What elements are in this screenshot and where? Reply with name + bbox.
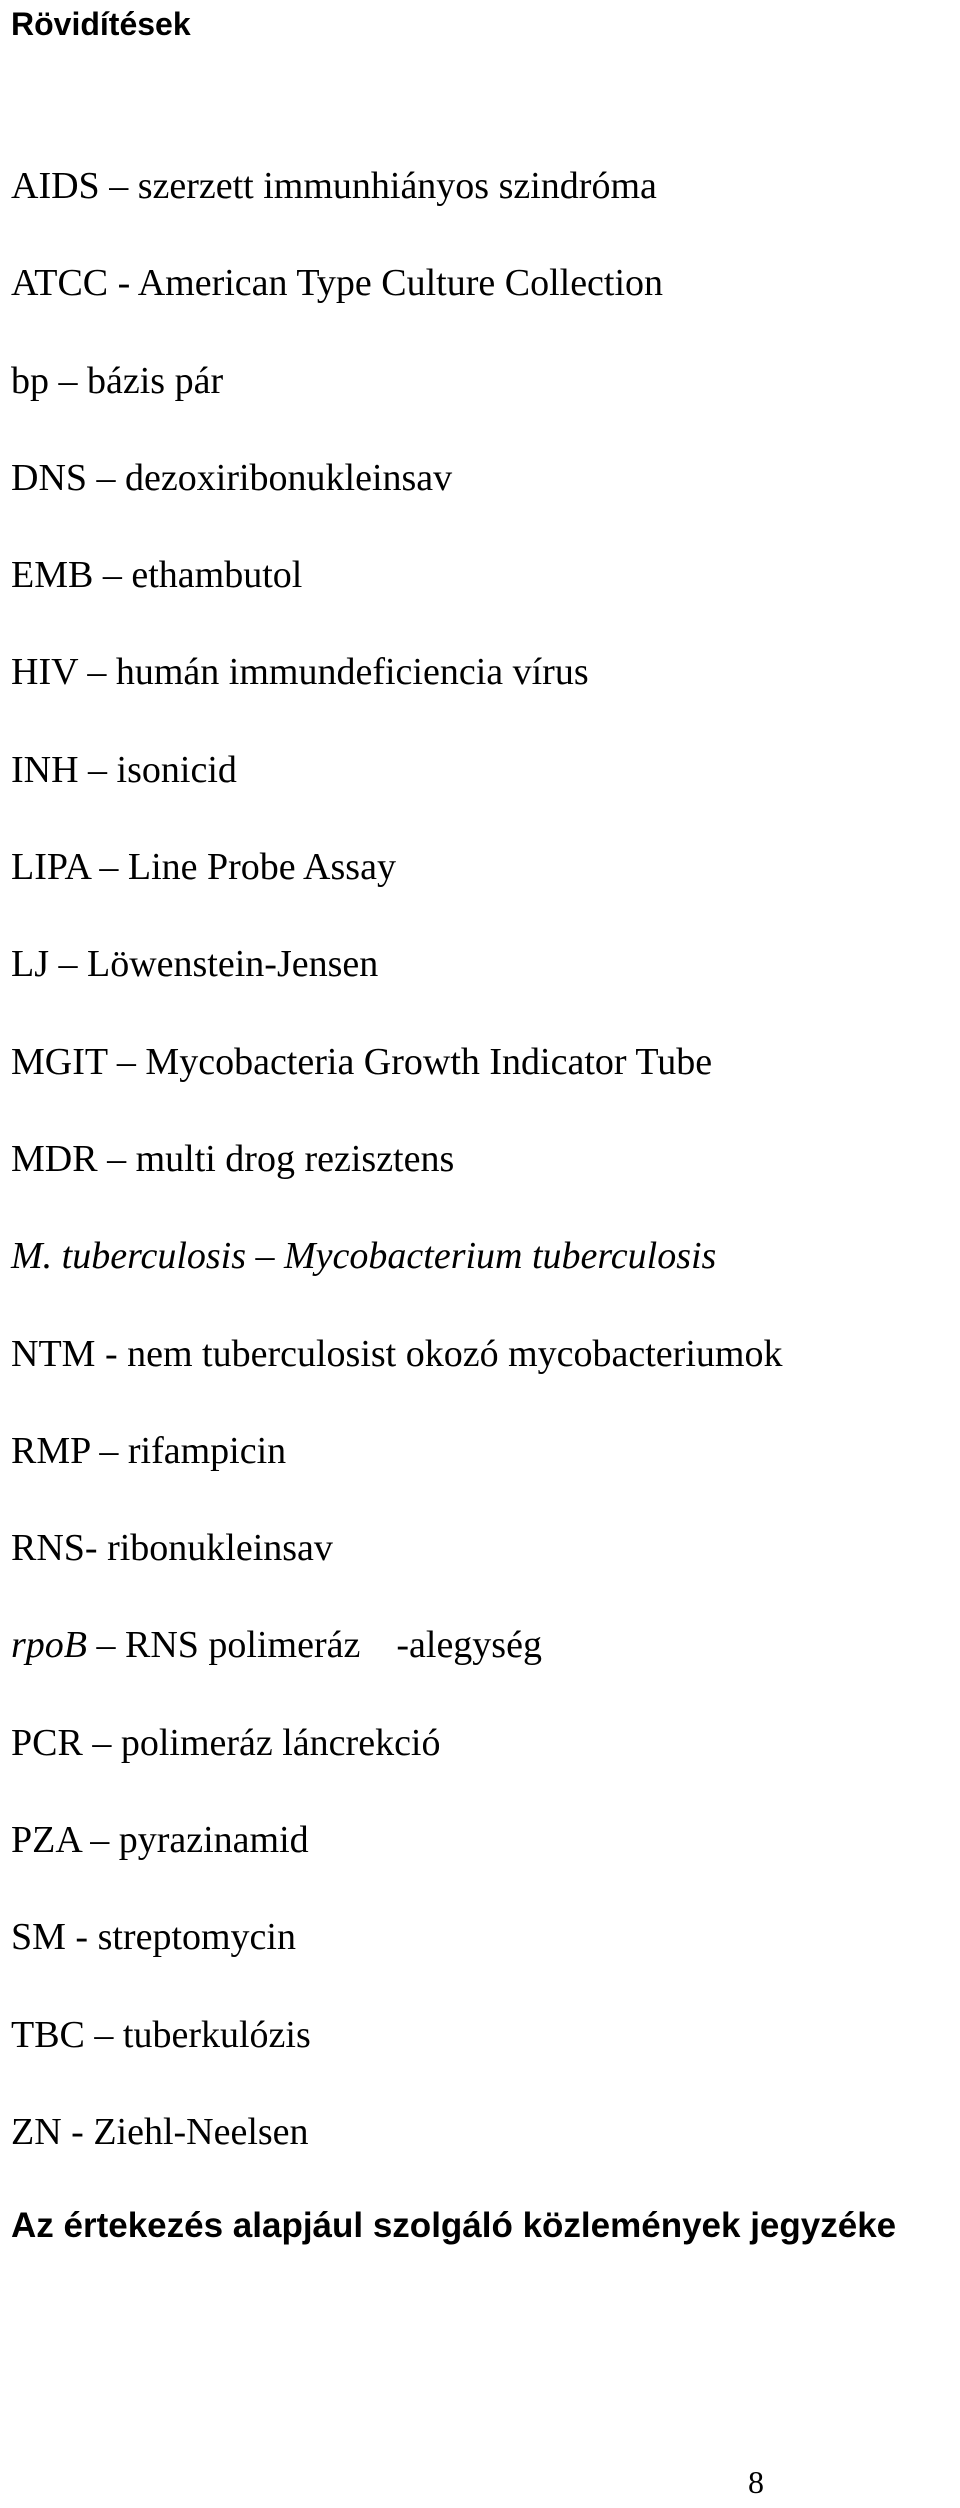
- abbreviation-separator: –: [80, 1819, 119, 1862]
- abbreviation-separator: -: [95, 1332, 128, 1375]
- abbreviation-item: [11, 358, 782, 455]
- abbreviation-term: INH: [11, 748, 79, 791]
- abbreviation-term: MGIT: [11, 1040, 108, 1083]
- abbreviation-term: HIV: [11, 651, 78, 694]
- abbreviation-definition: polimeráz láncrekció: [120, 1721, 441, 1764]
- abbreviation-item: [11, 649, 782, 746]
- abbreviation-item: [11, 1039, 782, 1136]
- abbreviation-term: RNS: [11, 1527, 85, 1570]
- abbreviation-item: [11, 844, 782, 941]
- abbreviation-separator: –: [107, 1040, 146, 1083]
- abbreviation-definition: Mycobacteria Growth Indicator Tube: [145, 1040, 713, 1083]
- abbreviation-item: [11, 2012, 782, 2109]
- abbreviation-separator: –: [49, 359, 87, 402]
- abbreviation-definition-suffix: -alegység: [396, 1624, 542, 1667]
- abbreviation-item: [11, 1525, 782, 1622]
- abbreviation-separator: -: [61, 2110, 94, 2153]
- abbreviation-definition: ethambutol: [131, 554, 303, 597]
- abbreviation-definition: szerzett immunhiányos szindróma: [137, 165, 657, 207]
- abbreviation-term: NTM: [11, 1332, 96, 1375]
- abbreviation-definition: multi drog rezisztens: [135, 1137, 455, 1180]
- abbreviation-term: LIPA: [11, 846, 90, 889]
- abbreviation-definition: tuberkulózis: [122, 2013, 311, 2056]
- abbreviation-item: [11, 1817, 782, 1914]
- abbreviation-separator: –: [97, 1137, 136, 1180]
- abbreviation-term: LJ: [11, 943, 49, 986]
- publications-section-title: Az értekezés alapjául szolgáló közlemények jegyzéke: [11, 2206, 897, 2245]
- abbreviation-definition: bázis pár: [87, 359, 224, 402]
- abbreviation-definition: streptomycin: [97, 1916, 296, 1959]
- abbreviation-term: EMB: [11, 554, 94, 597]
- abbreviation-separator: –: [99, 165, 138, 207]
- abbreviation-term: rpoB: [11, 1624, 87, 1667]
- abbreviation-item: [11, 163, 782, 260]
- page-heading: Rövidítések: [11, 6, 191, 42]
- abbreviation-term: PZA: [11, 1819, 81, 1862]
- abbreviation-definition: Line Probe Assay: [127, 846, 396, 889]
- abbreviation-definition: pyrazinamid: [118, 1819, 309, 1862]
- abbreviation-separator: -: [84, 1527, 108, 1570]
- abbreviation-separator: –: [49, 943, 87, 986]
- abbreviation-item: [11, 552, 782, 649]
- abbreviation-separator: –: [78, 748, 117, 791]
- abbreviation-definition: Mycobacterium tuberculosis: [284, 1235, 717, 1278]
- abbreviation-term: TBC: [11, 2013, 85, 2056]
- abbreviation-separator: –: [87, 456, 126, 499]
- abbreviation-separator: –: [93, 554, 132, 597]
- abbreviation-term: DNS: [11, 456, 88, 499]
- abbreviation-separator: -: [108, 262, 138, 305]
- abbreviation-separator: -: [65, 1916, 98, 1959]
- abbreviation-term: RMP: [11, 1429, 90, 1472]
- abbreviation-item: [11, 1233, 782, 1330]
- abbreviation-term: SM: [11, 1916, 66, 1959]
- abbreviation-term: PCR: [11, 1721, 83, 1764]
- page-number: 8: [748, 2464, 764, 2500]
- abbreviation-term: ZN: [11, 2110, 62, 2153]
- abbreviation-item: [11, 1622, 782, 1719]
- abbreviation-separator: –: [84, 2013, 123, 2056]
- abbreviation-separator: –: [246, 1235, 285, 1278]
- abbreviation-definition: isonicid: [116, 748, 237, 791]
- abbreviation-term: MDR: [11, 1137, 98, 1180]
- abbreviation-definition: humán immundeficiencia vírus: [115, 651, 589, 694]
- abbreviation-definition: American Type Culture Collection: [137, 262, 664, 305]
- abbreviation-definition: rifampicin: [127, 1429, 287, 1472]
- abbreviation-item: [11, 1136, 782, 1233]
- abbreviation-definition: RNS polimeráz: [125, 1624, 361, 1667]
- abbreviation-term: ATCC: [11, 262, 109, 305]
- abbreviation-definition: Löwenstein-Jensen: [87, 943, 379, 986]
- abbreviation-item: [11, 1914, 782, 2011]
- abbreviation-item: [11, 1428, 782, 1525]
- abbreviation-term: AIDS: [11, 165, 100, 207]
- abbreviation-list: [11, 163, 782, 2206]
- abbreviation-item: [11, 941, 782, 1038]
- abbreviation-separator: –: [77, 651, 116, 694]
- abbreviation-definition: dezoxiribonukleinsav: [125, 456, 453, 499]
- abbreviation-item: [11, 455, 782, 552]
- abbreviation-term: M. tuberculosis: [11, 1235, 247, 1278]
- abbreviation-term: bp: [11, 359, 49, 402]
- abbreviation-definition: Ziehl-Neelsen: [93, 2110, 309, 2153]
- abbreviation-item: [11, 2109, 782, 2206]
- abbreviation-item: [11, 1331, 782, 1428]
- abbreviation-separator: –: [87, 1624, 125, 1667]
- abbreviation-separator: –: [89, 1429, 128, 1472]
- abbreviation-separator: –: [89, 846, 128, 889]
- abbreviation-item: [11, 747, 782, 844]
- abbreviation-item: [11, 260, 782, 357]
- abbreviation-definition: ribonukleinsav: [107, 1527, 333, 1570]
- abbreviation-item: [11, 1720, 782, 1817]
- abbreviation-definition: nem tuberculosist okozó mycobacteriumok: [127, 1332, 783, 1375]
- abbreviation-separator: –: [82, 1721, 121, 1764]
